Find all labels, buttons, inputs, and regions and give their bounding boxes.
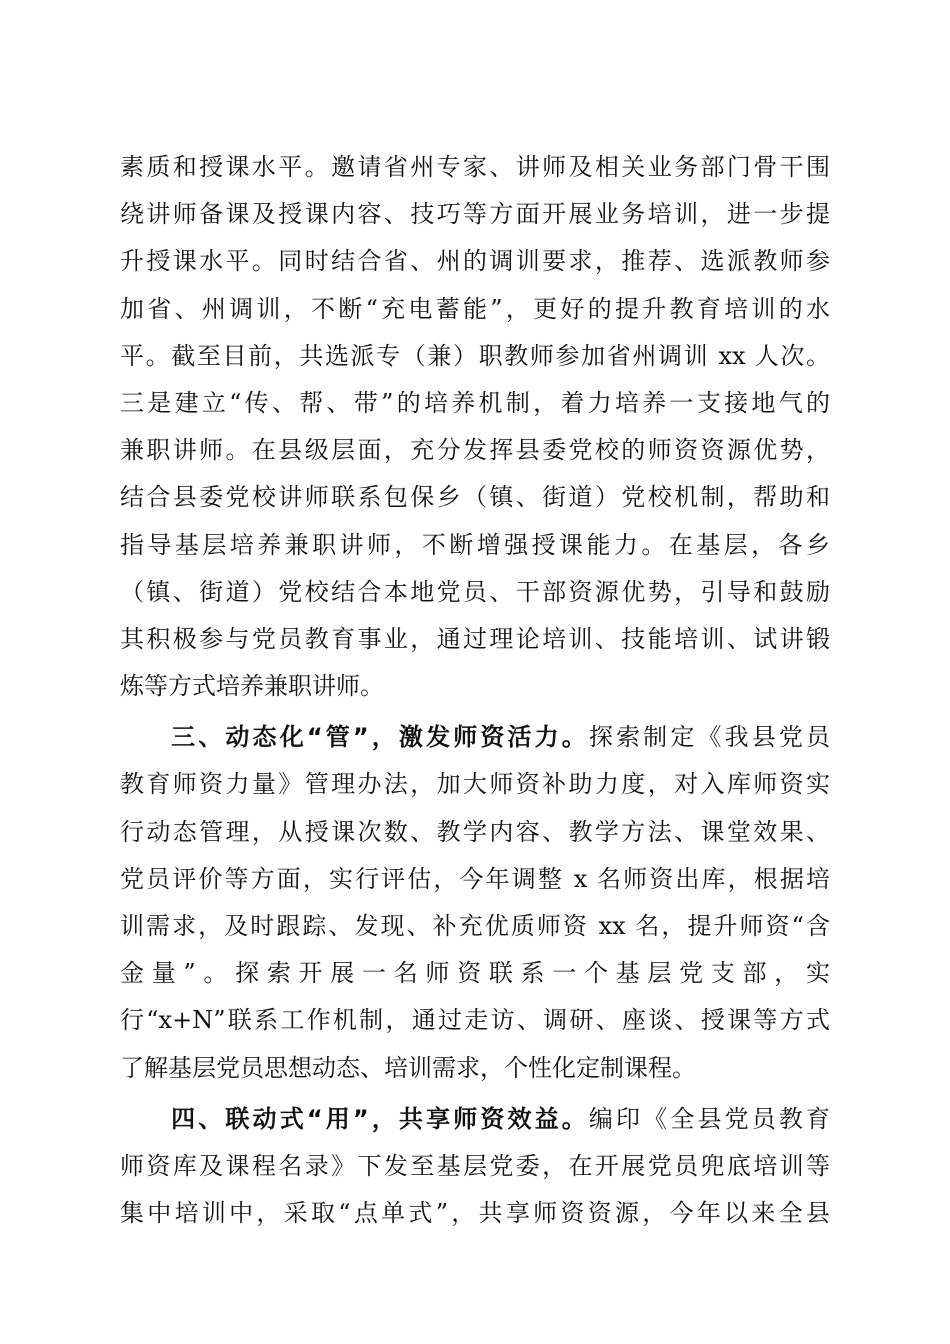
paragraph-dynamic-management [120,714,830,1092]
text-line: 行“x+N”联系工作机制，通过走访、调研、座谈、授课等方式 [120,1006,830,1035]
paragraph-teacher-training [120,144,830,710]
text-line: 师资库及课程名录》下发至基层党委，在开展党员兜底培训等 [120,1151,830,1180]
text-line: （镇、街道）党校结合本地党员、干部资源优势，引导和鼓励 [120,577,830,606]
text-line: 素质和授课水平。邀请省州专家、讲师及相关业务部门骨干围 [120,153,830,181]
text-line: 金量”。探索开展一名师资联系一个基层党支部，实 [120,959,830,988]
text-span: 编印《全县党员教育 [588,1104,830,1133]
text-span: 探索制定《我县党员 [588,723,830,752]
paragraph-first-line [120,1096,830,1143]
text-line: 升授课水平。同时结合省、州的调训要求，推荐、选派教师参 [120,247,830,276]
text-line: 结合县委党校讲师联系包保乡（镇、街道）党校机制，帮助和 [120,483,830,512]
paragraph-first-line [120,714,830,761]
text-line: 行动态管理，从授课次数、教学内容、教学方法、课堂效果、 [120,817,830,846]
text-line: 三是建立“传、帮、带”的培养机制，着力培养一支接地气的 [120,388,830,417]
paragraph-linked-usage [120,1096,830,1238]
text-line: 集中培训中，采取“点单式”，共享师资资源，今年以来全县 [120,1199,830,1228]
text-line: 平。截至目前，共选派专（兼）职教师参加省州调训 xx 人次。 [120,341,830,370]
section-heading: 三、动态化“管”，激发师资活力。 [168,723,589,752]
section-heading: 四、联动式“用”，共享师资效益。 [168,1104,589,1133]
text-line: 绕讲师备课及授课内容、技巧等方面开展业务培训，进一步提 [120,200,830,229]
document-body [120,144,830,1237]
text-line: 训需求，及时跟踪、发现、补充优质师资 xx 名，提升师资“含 [120,912,830,940]
text-line: 炼等方式培养兼职讲师。 [120,672,384,701]
text-line: 了解基层党员思想动态、培训需求，个性化定制课程。 [120,1053,696,1082]
text-line: 教育师资力量》管理办法，加大师资补助力度，对入库师资实 [120,770,830,799]
text-line: 加省、州调训，不断“充电蓄能”，更好的提升教育培训的水 [120,294,830,323]
text-line: 其积极参与党员教育事业，通过理论培训、技能培训、试讲锻 [120,624,830,653]
text-line: 兼职讲师。在县级层面，充分发挥县委党校的师资资源优势， [120,436,830,465]
text-line: 指导基层培养兼职讲师，不断增强授课能力。在基层，各乡 [120,530,830,559]
text-line: 党员评价等方面，实行评估，今年调整 x 名师资出库，根据培 [120,864,830,893]
